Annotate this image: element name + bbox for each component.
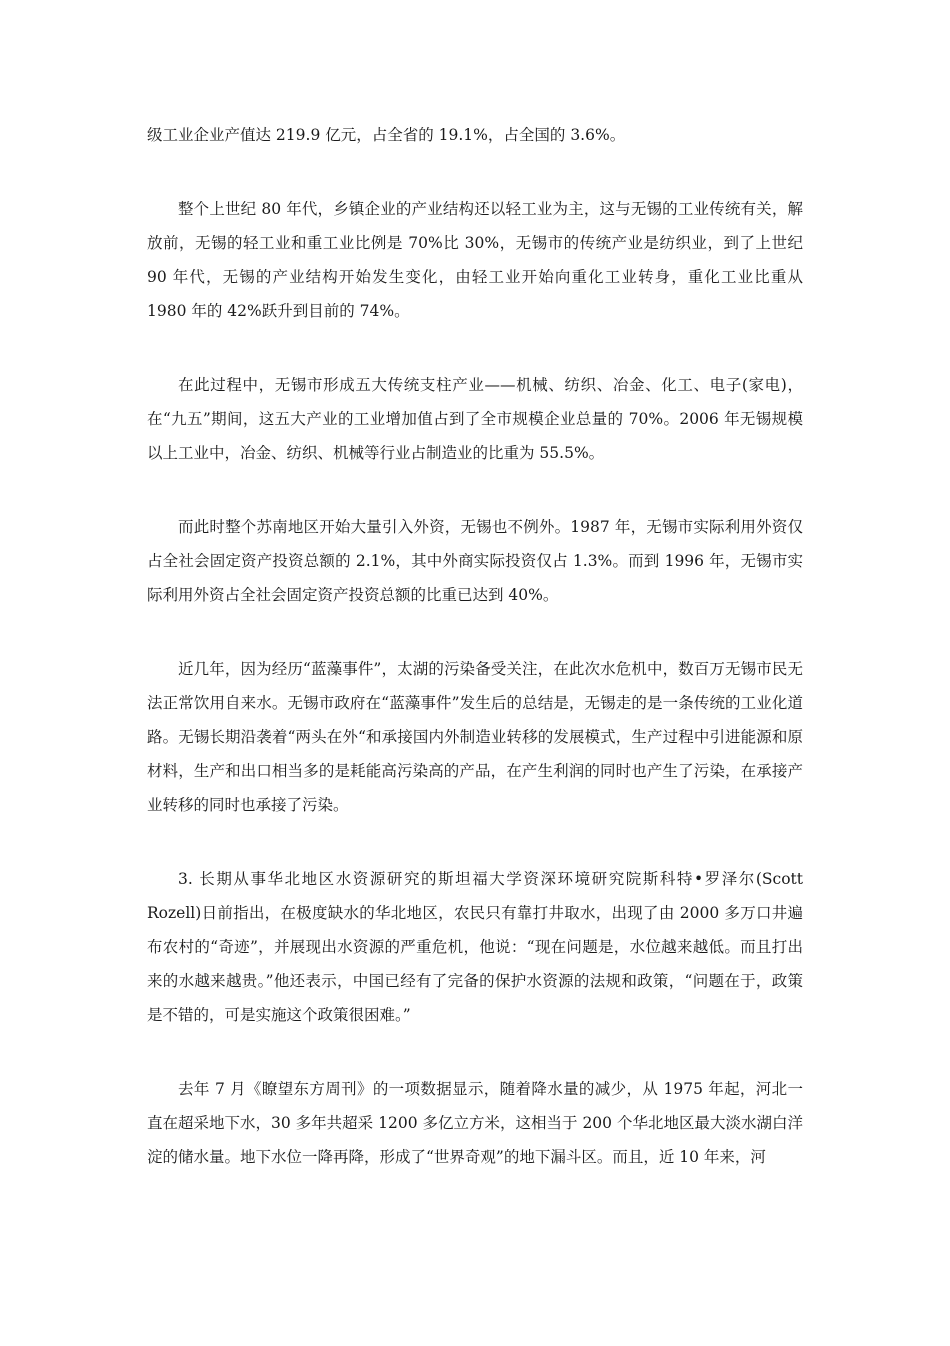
paragraph-continuation: 级工业企业产值达 219.9 亿元，占全省的 19.1%，占全国的 3.6%。 <box>147 126 626 144</box>
paragraph-pillar-industries: 在此过程中，无锡市形成五大传统支柱产业——机械、纺织、冶金、化工、电子(家电)，在“九五”期间，这五大产业的工业增加值占到了全市规模企业总量的 70%。2006 年无锡规模以上工业中，冶金、纺织、机械等行业占制造业的比重为 55.5%。 <box>147 376 803 462</box>
document-body <box>147 118 803 1174</box>
paragraph-algae-event: 近几年，因为经历“蓝藻事件”，太湖的污染备受关注，在此次水危机中，数百万无锡市民无法正常饮用自来水。无锡市政府在“蓝藻事件”发生后的总结是，无锡走的是一条传统的工业化道路。无锡长期沿袭着“两头在外“和承接国内外制造业转移的发展模式，生产过程中引进能源和原材料，生产和出口相当多的是耗能高污染高的产品，在产生利润的同时也产生了污染，在承接产业转移的同时也承接了污染。 <box>147 660 803 814</box>
paragraph-industry-structure: 整个上世纪 80 年代，乡镇企业的产业结构还以轻工业为主，这与无锡的工业传统有关，解放前，无锡的轻工业和重工业比例是 70%比 30%，无锡市的传统产业是纺织业，到了上世纪 90 年代，无锡的产业结构开始发生变化，由轻工业开始向重化工业转身，重化工业比重从 1980 年的 42%跃升到目前的 74%。 <box>147 200 803 320</box>
paragraph-groundwater-data: 去年 7 月《瞭望东方周刊》的一项数据显示，随着降水量的减少，从 1975 年起，河北一直在超采地下水，30 多年共超采 1200 多亿立方米，这相当于 200 个华北地区最大淡水湖白洋淀的储水量。地下水位一降再降，形成了“世界奇观”的地下漏斗区。而且，近 10 年来，河 <box>147 1080 803 1166</box>
paragraph-foreign-investment: 而此时整个苏南地区开始大量引入外资，无锡也不例外。1987 年，无锡市实际利用外资仅占全社会固定资产投资总额的 2.1%，其中外商实际投资仅占 1.3%。而到 1996 年，无锡市实际利用外资占全社会固定资产投资总额的比重已达到 40%。 <box>147 518 803 604</box>
paragraph-north-china-water: 3. 长期从事华北地区水资源研究的斯坦福大学资深环境研究院斯科特•罗泽尔(Scott Rozell)日前指出，在极度缺水的华北地区，农民只有靠打井取水，出现了由 2000 多万口井遍布农村的“奇迹”，并展现出水资源的严重危机，他说：“现在问题是，水位越来越低。而且打出来的水越来越贵。”他还表示，中国已经有了完备的保护水资源的法规和政策，“问题在于，政策是不错的，可是实施这个政策很困难。” <box>147 870 803 1024</box>
